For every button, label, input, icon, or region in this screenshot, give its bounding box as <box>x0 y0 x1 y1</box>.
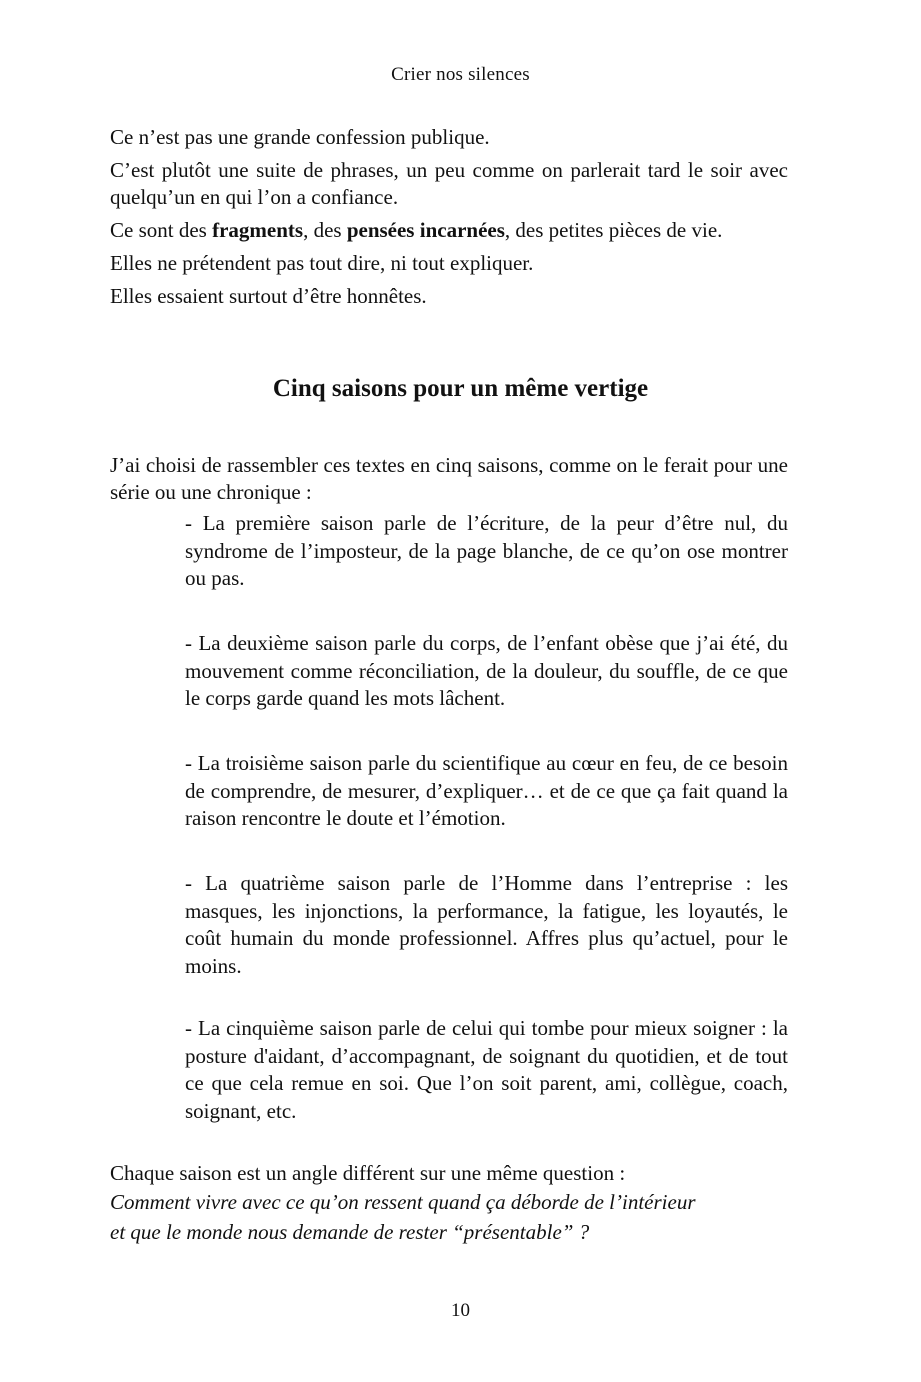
closing-block <box>110 1160 788 1247</box>
season-item-2: - La deuxième saison parle du corps, de l’enfant obèse que j’ai été, du mouvement comme réconciliation, de la douleur, du souffle, de ce que le corps garde quand les mots lâchent. <box>185 631 788 710</box>
intro-p3-bold-fragments: fragments <box>212 218 304 242</box>
season-item-4: - La quatrième saison parle de l’Homme dans l’entreprise : les masques, les injonctions, la performance, la fatigue, les loyautés, le coût humain du monde professionnel. Affres plus qu’actuel, pour le moins. <box>185 871 788 978</box>
intro-p3-start: Ce sont des <box>110 218 213 242</box>
closing-statement: Chaque saison est un angle différent sur une même question : <box>110 1161 626 1185</box>
intro-paragraph-4: Elles ne prétendent pas tout dire, ni tout expliquer. <box>110 251 534 275</box>
section-title: Cinq saisons pour un même vertige <box>272 375 649 402</box>
season-item-3: - La troisième saison parle du scientifique au cœur en feu, de ce besoin de comprendre, de mesurer, d’expliquer… et de ce que ça fait quand la raison rencontre le doute et l’émotion. <box>185 751 788 830</box>
intro-p3-mid: , des <box>303 218 347 242</box>
season-item-5: - La cinquième saison parle de celui qui tombe pour mieux soigner : la posture d'aidant, d’accompagnant, de soignant du quotidien, et de tout ce que cela remue en soi. Que l’on soit parent, ami, collègue, coach, soignant, etc. <box>185 1016 788 1123</box>
intro-paragraph-3 <box>110 217 788 244</box>
intro-p3-bold-pensees: pensées incarnées <box>346 218 505 242</box>
intro-block <box>110 124 788 316</box>
season-item-1: - La première saison parle de l’écriture, de la peur d’être nul, du syndrome de l’imposteur, de la page blanche, de ce qu’on ose montrer ou pas. <box>185 511 788 590</box>
intro-paragraph-5: Elles essaient surtout d’être honnêtes. <box>110 284 427 308</box>
running-header: Crier nos silences <box>391 64 530 85</box>
closing-question-line-2: et que le monde nous demande de rester “présentable” ? <box>110 1220 590 1244</box>
section-lead <box>110 452 788 506</box>
intro-paragraph-2: C’est plutôt une suite de phrases, un peu comme on parlerait tard le soir avec quelqu’un en qui l’on a confiance. <box>110 158 788 209</box>
intro-paragraph-1: Ce n’est pas une grande confession publique. <box>110 125 490 149</box>
intro-p3-end: , des petites pièces de vie. <box>504 218 723 242</box>
lead-paragraph: J’ai choisi de rassembler ces textes en cinq saisons, comme on le ferait pour une série ou une chronique : <box>110 453 788 504</box>
closing-question-line-1: Comment vivre avec ce qu’on ressent quand ça déborde de l’intérieur <box>110 1190 696 1214</box>
page-number: 10 <box>451 1300 470 1321</box>
